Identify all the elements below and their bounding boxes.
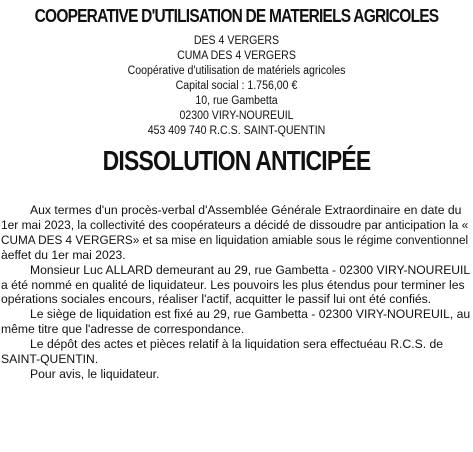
- paragraph-line: SAINT-QUENTIN.: [1, 352, 99, 367]
- header-line-capital: Capital social : 1.756,00 €: [175, 80, 298, 92]
- closing-signature: [30, 367, 470, 382]
- header-line-postal-city: 02300 VIRY-NOUREUIL: [179, 110, 294, 122]
- paragraph-liquidator: [1, 262, 471, 308]
- paragraph-liquidation-seat: [1, 307, 471, 337]
- paragraph-line: àeffet du 1er mai 2023.: [1, 247, 126, 262]
- paragraph-line: opérations sociales encours, réaliser l'actif, acquitter le passif lui ont été confiés.: [1, 292, 432, 307]
- paragraph-line: Le dépôt des actes et pièces relatif à la liquidation sera effectuéau R.C.S. de: [30, 337, 444, 352]
- header-line-registration: 453 409 740 R.C.S. SAINT-QUENTIN: [147, 125, 326, 137]
- paragraph-line: Aux termes d'un procès-verbal d'Assemblée Générale Extraordinaire en date du: [30, 203, 462, 217]
- paragraph-line: CUMA DES 4 VERGERS» et sa mise en liquidation amiable sous le régime conventionnel: [1, 232, 469, 247]
- paragraph-line: même titre que l'adresse de correspondance.: [1, 322, 245, 337]
- paragraph-filing: [1, 337, 470, 367]
- company-header-block: [0, 34, 473, 139]
- paragraph-line: Monsieur Luc ALLARD demeurant au 29, rue Gambetta - 02300 VIRY-NOUREUIL: [30, 262, 471, 277]
- header-line-short-name: CUMA DES 4 VERGERS: [177, 50, 296, 62]
- paragraph-line: 1er mai 2023, la collectivité des coopérateurs a décidé de dissoudre par anticipation la «: [1, 217, 469, 232]
- header-line-company-name: DES 4 VERGERS: [193, 35, 280, 47]
- paragraph-line: Le siège de liquidation est fixé au 29, rue Gambetta - 02300 VIRY-NOUREUIL, au: [30, 307, 471, 322]
- paragraph-assembly-decision: [1, 203, 470, 263]
- notice-body: [1, 203, 471, 382]
- header-line-street-address: 10, rue Gambetta: [195, 95, 278, 107]
- closing-line: Pour avis, le liquidateur.: [30, 366, 160, 381]
- company-title: COOPERATIVE D'UTILISATION DE MATERIELS AGRICOLES: [34, 6, 439, 26]
- paragraph-line: a été nommé en qualité de liquidateur. Les pouvoirs les plus étendus pour terminer les: [1, 277, 465, 292]
- header-line-company-form: Coopérative d'utilisation de matériels agricoles: [127, 65, 346, 77]
- dissolution-heading: DISSOLUTION ANTICIPÉE: [102, 145, 371, 176]
